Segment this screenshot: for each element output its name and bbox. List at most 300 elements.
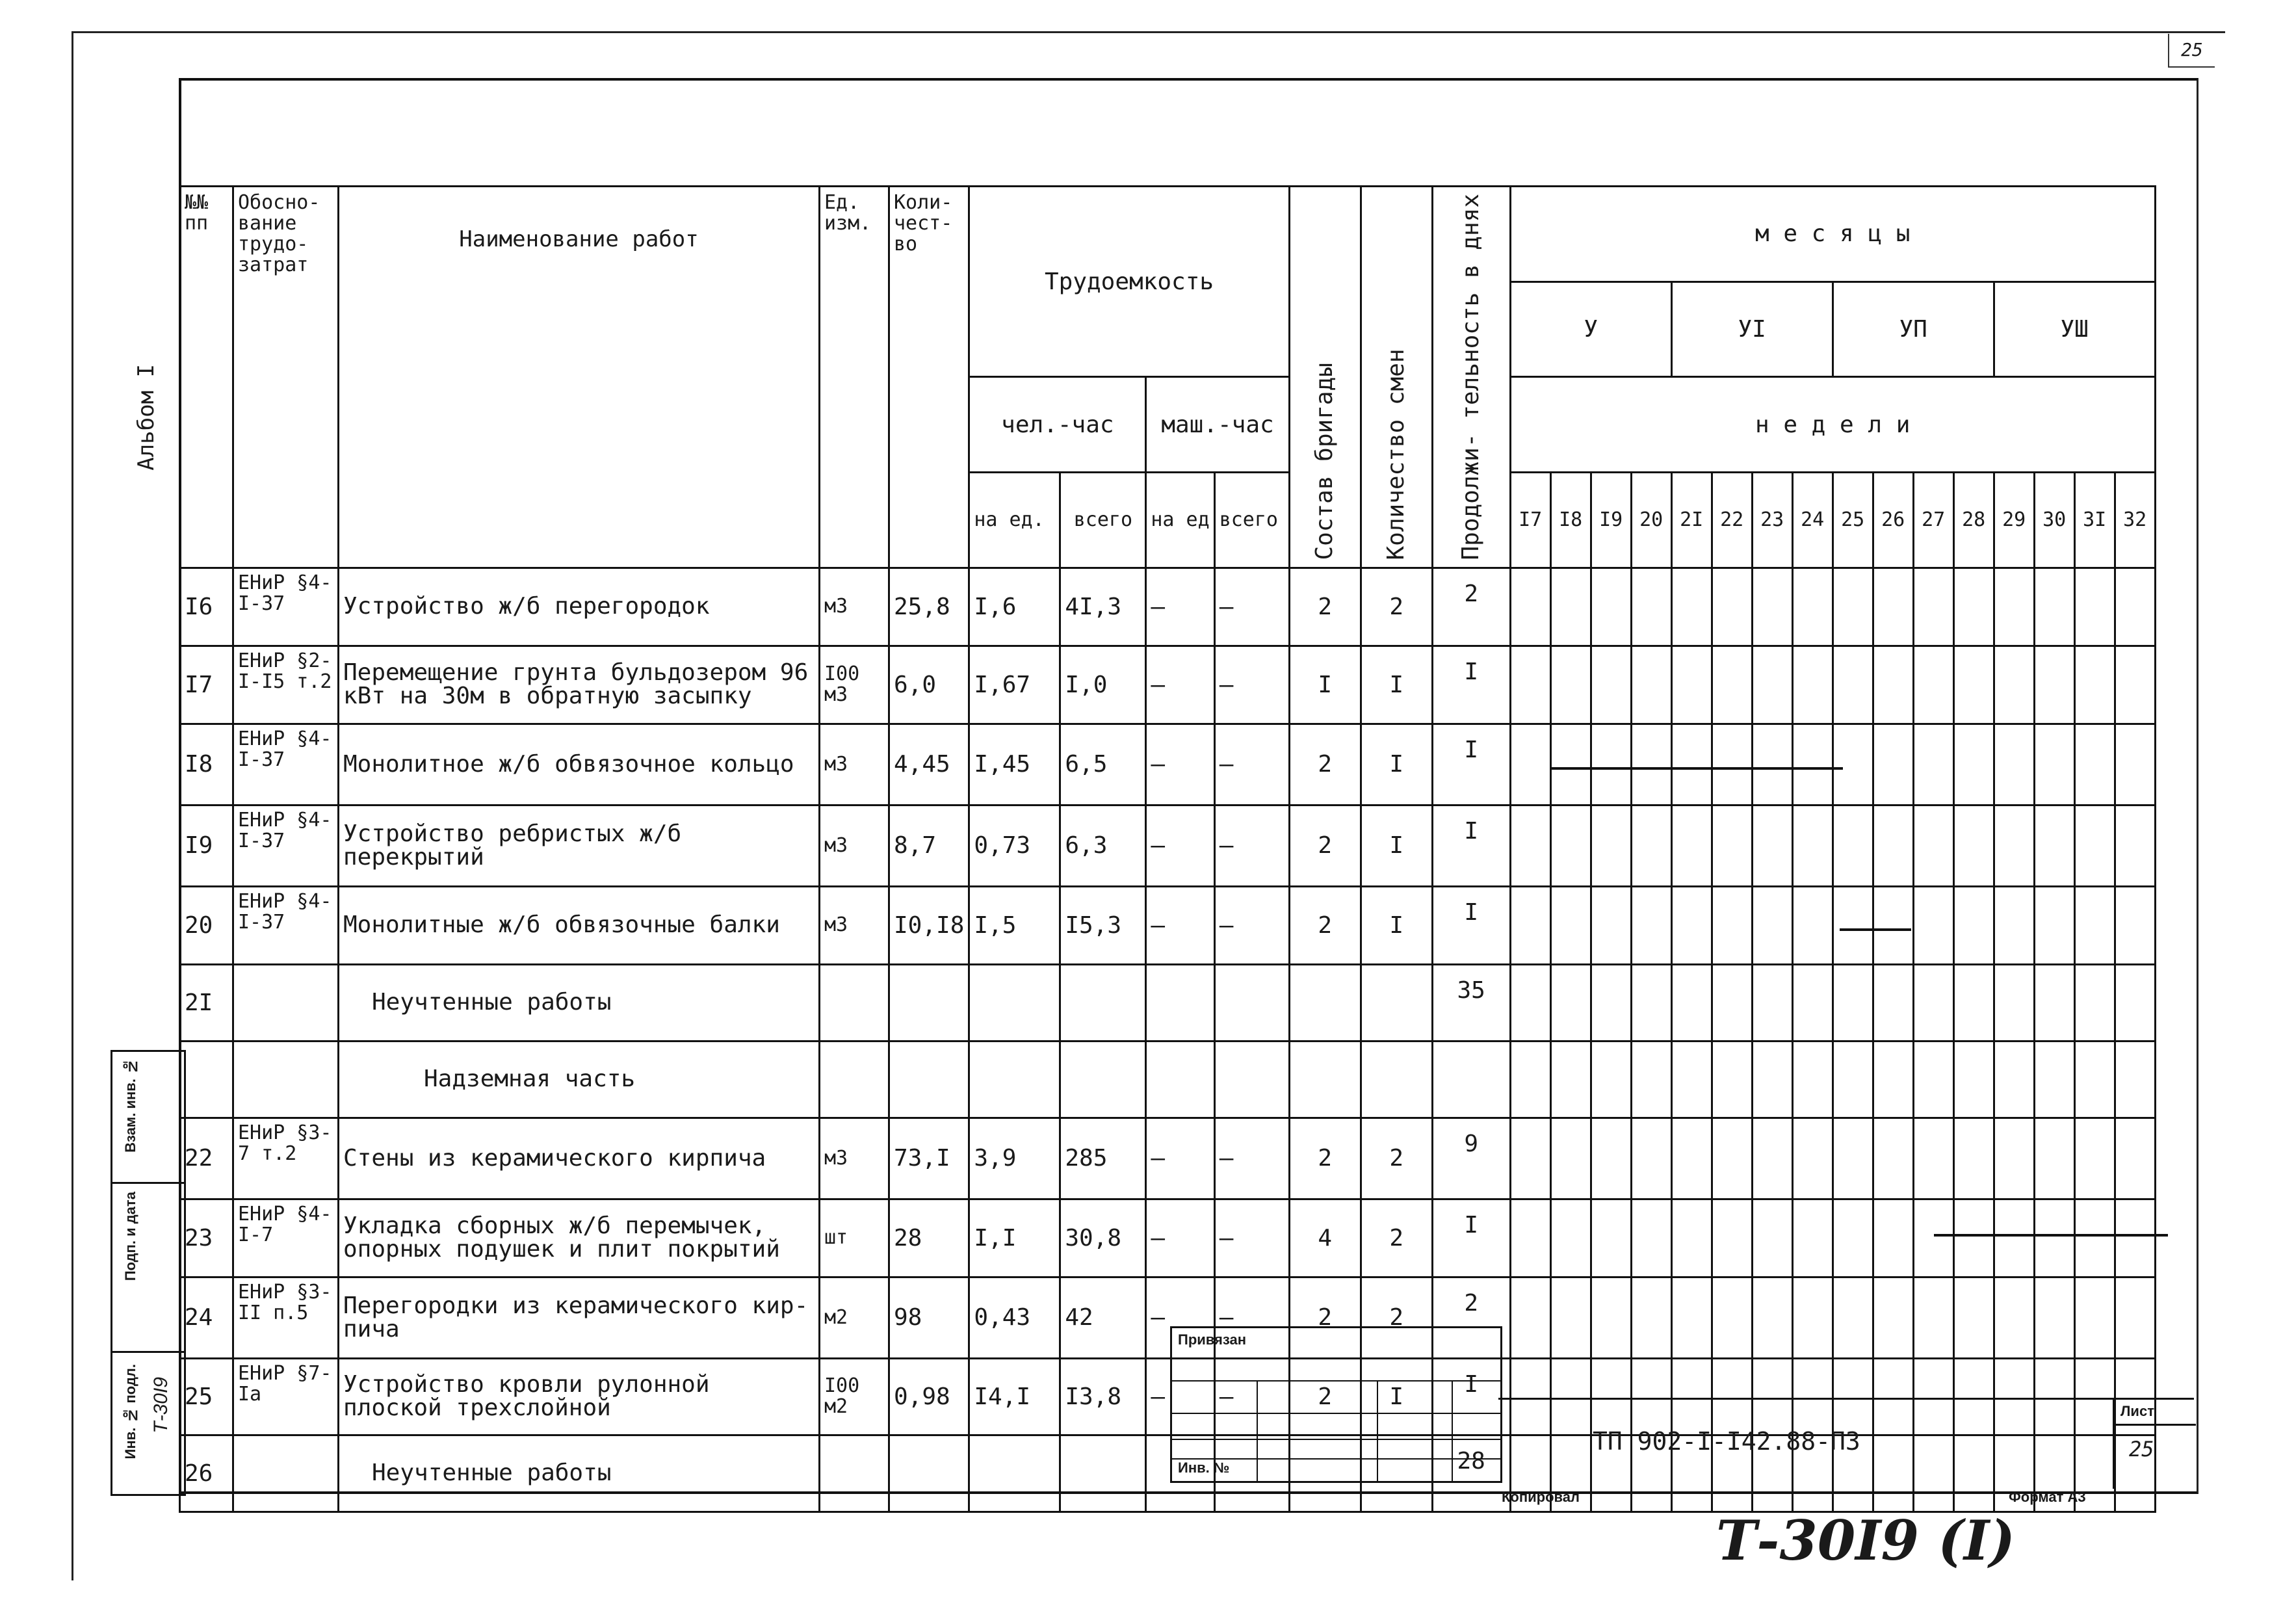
row-man-per-unit: I,67: [969, 646, 1060, 724]
gantt-cell: [1752, 805, 1792, 886]
gantt-cell: [1792, 805, 1833, 886]
side-sign-date: Подп. и дата: [122, 1192, 138, 1281]
row-basis: ЕНиР §4-I-37: [233, 886, 339, 964]
gantt-cell: [1953, 1118, 1994, 1199]
gantt-cell: [1712, 1277, 1752, 1358]
row-basis: ЕНиР §4-I-37: [233, 724, 339, 805]
gantt-cell: [1671, 964, 1712, 1041]
week-27: 27: [1913, 472, 1953, 568]
gantt-cell: [1873, 1277, 1913, 1358]
binding-title: Привязан: [1178, 1331, 1247, 1348]
row-duration: 28: [1432, 1435, 1510, 1512]
gantt-cell: [1752, 886, 1792, 964]
hdr-month-6: УI: [1671, 282, 1833, 377]
row-unit: м3: [820, 886, 889, 964]
row-shifts: [1361, 964, 1432, 1041]
row-num: 20: [180, 886, 233, 964]
gantt-cell: [1994, 886, 2034, 964]
week-26: 26: [1873, 472, 1913, 568]
row-name: Монолитное ж/б обвязочное кольцо: [339, 724, 820, 805]
table-row: [180, 1118, 2156, 1199]
gantt-cell: [1792, 1277, 1833, 1358]
gantt-cell: [2115, 1118, 2155, 1199]
row-qty: 25,8: [889, 568, 969, 646]
gantt-cell: [2074, 646, 2115, 724]
gantt-cell: [1833, 646, 1873, 724]
gantt-cell: [1550, 568, 1591, 646]
gantt-cell: [1953, 1277, 1994, 1358]
gantt-cell: [1913, 1199, 1953, 1277]
gantt-cell: [1510, 805, 1550, 886]
row-unit: шт: [820, 1199, 889, 1277]
row-man-per-unit: I4,I: [969, 1358, 1060, 1435]
row-name: Монолитные ж/б обвязочные балки: [339, 886, 820, 964]
hdr-unit: Ед. изм.: [820, 187, 889, 568]
week-24: 24: [1792, 472, 1833, 568]
row-mach-per-unit: –: [1146, 1199, 1214, 1277]
gantt-cell: [1873, 1199, 1913, 1277]
row-num: [180, 1041, 233, 1118]
gantt-cell: [1913, 646, 1953, 724]
schedule-table: [179, 185, 2156, 1513]
row-name: Неучтенные работы: [339, 1435, 820, 1512]
side-inv-orig: Инв. № подл.: [122, 1364, 138, 1460]
row-man-per-unit: [969, 1041, 1060, 1118]
gantt-cell: [1712, 886, 1752, 964]
gantt-cell: [1752, 964, 1792, 1041]
gantt-cell: [1833, 964, 1873, 1041]
gantt-cell: [1671, 1277, 1712, 1358]
gantt-cell: [1953, 1041, 1994, 1118]
side-stamp: [111, 1050, 186, 1496]
gantt-cell: [2034, 646, 2074, 724]
gantt-cell: [1591, 646, 1631, 724]
row-crew: 2: [1289, 1118, 1361, 1199]
row-basis: [233, 1435, 339, 1512]
row-man-total: 4I,3: [1060, 568, 1146, 646]
gantt-cell: [1873, 568, 1913, 646]
row-man-per-unit: 3,9: [969, 1118, 1060, 1199]
gantt-cell: [1994, 1118, 2034, 1199]
gantt-cell: [1510, 646, 1550, 724]
row-shifts: 2: [1361, 1199, 1432, 1277]
row-duration: I: [1432, 886, 1510, 964]
row-crew: 2: [1289, 1277, 1361, 1358]
row-name: Перемещение грунта бульдозером 96 кВт на 30м в обратную засыпку: [339, 646, 820, 724]
gantt-cell: [1792, 568, 1833, 646]
gantt-cell: [1712, 805, 1752, 886]
gantt-cell: [1510, 724, 1550, 805]
row-man-total: 42: [1060, 1277, 1146, 1358]
table-row: [180, 805, 2156, 886]
gantt-cell: [1631, 646, 1671, 724]
row-duration: 2: [1432, 1277, 1510, 1358]
row-unit: м2: [820, 1277, 889, 1358]
row-mach-total: –: [1214, 886, 1289, 964]
row-duration: I: [1432, 724, 1510, 805]
row-man-total: 6,5: [1060, 724, 1146, 805]
row-qty: 98: [889, 1277, 969, 1358]
row-mach-per-unit: [1146, 964, 1214, 1041]
gantt-cell: [1792, 1041, 1833, 1118]
hdr-months-title: м е с я ц ы: [1510, 187, 2155, 282]
gantt-cell: [1833, 886, 1873, 964]
week-23: 23: [1752, 472, 1792, 568]
gantt-cell: [2074, 568, 2115, 646]
gantt-cell: [2074, 724, 2115, 805]
gantt-cell: [1953, 805, 1994, 886]
gantt-cell: [1913, 1118, 1953, 1199]
gantt-cell: [1994, 568, 2034, 646]
row-num: 22: [180, 1118, 233, 1199]
week-31: 3I: [2074, 472, 2115, 568]
hdr-month-8: УШ: [1994, 282, 2155, 377]
gantt-cell: [1712, 1041, 1752, 1118]
row-num: 23: [180, 1199, 233, 1277]
row-man-per-unit: I,I: [969, 1199, 1060, 1277]
row-name: Перегородки из керамического кир- пича: [339, 1277, 820, 1358]
hdr-labor: Трудоемкость: [969, 187, 1289, 377]
sheet-value: 25: [2129, 1437, 2154, 1461]
row-crew: 2: [1289, 568, 1361, 646]
row-qty: 8,7: [889, 805, 969, 886]
row-basis: ЕНиР §7-Iа: [233, 1358, 339, 1435]
row-unit: I00 м2: [820, 1358, 889, 1435]
gantt-cell: [2034, 1118, 2074, 1199]
gantt-cell: [1833, 805, 1873, 886]
gantt-cell: [1510, 886, 1550, 964]
gantt-cell: [1631, 1041, 1671, 1118]
hdr-month-5: У: [1510, 282, 1671, 377]
gantt-cell: [2034, 724, 2074, 805]
gantt-cell: [1550, 1118, 1591, 1199]
row-mach-per-unit: –: [1146, 1277, 1214, 1358]
gantt-cell: [1591, 886, 1631, 964]
row-mach-total: –: [1214, 724, 1289, 805]
gantt-cell: [1631, 724, 1671, 805]
gantt-cell: [1591, 964, 1631, 1041]
row-basis: ЕНиР §4-I-37: [233, 568, 339, 646]
week-17: I7: [1510, 472, 1550, 568]
gantt-cell: [2074, 1199, 2115, 1277]
row-num: 25: [180, 1358, 233, 1435]
gantt-cell: [2115, 1041, 2155, 1118]
hdr-total: всего: [1060, 472, 1146, 568]
row-mach-total: –: [1214, 805, 1289, 886]
row-shifts: I: [1361, 646, 1432, 724]
gantt-cell: [1631, 964, 1671, 1041]
gantt-cell: [1752, 568, 1792, 646]
row-shifts: I: [1361, 886, 1432, 964]
gantt-cell: [2115, 1199, 2155, 1277]
gantt-cell: [2115, 724, 2155, 805]
gantt-cell: [1631, 805, 1671, 886]
row-mach-per-unit: –: [1146, 886, 1214, 964]
gantt-cell: [2034, 805, 2074, 886]
row-basis: ЕНиР §4-I-7: [233, 1199, 339, 1277]
handwritten-number: Т-30I9 (I): [1716, 1508, 2016, 1573]
gantt-cell: [1591, 805, 1631, 886]
gantt-cell: [1550, 964, 1591, 1041]
row-basis: ЕНиР §3-II п.5: [233, 1277, 339, 1358]
row-man-total: I,0: [1060, 646, 1146, 724]
row-duration: I: [1432, 1358, 1510, 1435]
row-name: Стены из керамического кирпича: [339, 1118, 820, 1199]
row-mach-total: –: [1214, 568, 1289, 646]
row-qty: 0,98: [889, 1358, 969, 1435]
gantt-cell: [1712, 646, 1752, 724]
gantt-bar-row-26: [1934, 1234, 2168, 1237]
gantt-cell: [2034, 1199, 2074, 1277]
gantt-cell: [1752, 1277, 1792, 1358]
gantt-cell: [1712, 568, 1752, 646]
week-29: 29: [1994, 472, 2034, 568]
table-row: [180, 1199, 2156, 1277]
gantt-cell: [1550, 646, 1591, 724]
gantt-cell: [1550, 724, 1591, 805]
table-row: [180, 1041, 2156, 1118]
row-shifts: 2: [1361, 568, 1432, 646]
week-32: 32: [2115, 472, 2155, 568]
gantt-cell: [1792, 646, 1833, 724]
row-man-per-unit: 0,43: [969, 1277, 1060, 1358]
gantt-cell: [1712, 1199, 1752, 1277]
album-label: Альбом I: [133, 364, 159, 471]
gantt-cell: [2115, 646, 2155, 724]
row-unit: м3: [820, 805, 889, 886]
gantt-cell: [1994, 964, 2034, 1041]
row-mach-per-unit: [1146, 1041, 1214, 1118]
table-row: [180, 886, 2156, 964]
gantt-cell: [1591, 724, 1631, 805]
row-name: Надземная часть: [339, 1041, 820, 1118]
gantt-cell: [1712, 1118, 1752, 1199]
gantt-cell: [1792, 1199, 1833, 1277]
week-30: 30: [2034, 472, 2074, 568]
gantt-cell: [2034, 964, 2074, 1041]
row-basis: [233, 964, 339, 1041]
row-mach-per-unit: –: [1146, 568, 1214, 646]
gantt-cell: [2074, 1118, 2115, 1199]
gantt-cell: [1671, 886, 1712, 964]
hdr-crew: Состав бригады: [1289, 187, 1361, 568]
gantt-cell: [1591, 1199, 1631, 1277]
gantt-cell: [1994, 1199, 2034, 1277]
gantt-cell: [1833, 1199, 1873, 1277]
gantt-cell: [1631, 1277, 1671, 1358]
gantt-cell: [1994, 805, 2034, 886]
row-basis: ЕНиР §4-I-37: [233, 805, 339, 886]
row-unit: [820, 1435, 889, 1512]
row-unit: [820, 964, 889, 1041]
row-man-total: [1060, 1041, 1146, 1118]
format-label: Формат А3: [2009, 1489, 2086, 1505]
row-mach-total: [1214, 964, 1289, 1041]
table-row: [180, 568, 2156, 646]
row-crew: 2: [1289, 805, 1361, 886]
side-repl-inv: Взам. инв. №: [122, 1058, 138, 1153]
table-row: [180, 1277, 2156, 1358]
row-duration: I: [1432, 805, 1510, 886]
hdr-per-unit: на ед.: [969, 472, 1060, 568]
row-mach-total: –: [1214, 1358, 1289, 1435]
copied-label: Копировал: [1502, 1489, 1580, 1505]
gantt-cell: [1953, 646, 1994, 724]
hdr-qty: Коли- чест- во: [889, 187, 969, 568]
row-duration: 35: [1432, 964, 1510, 1041]
gantt-cell: [1833, 724, 1873, 805]
gantt-cell: [1953, 964, 1994, 1041]
row-crew: 2: [1289, 724, 1361, 805]
hdr-total-mach: всего: [1214, 472, 1289, 568]
week-28: 28: [1953, 472, 1994, 568]
gantt-cell: [2115, 568, 2155, 646]
hdr-duration: Продолжи- тельность в днях: [1432, 187, 1510, 568]
gantt-cell: [1550, 1277, 1591, 1358]
row-name: Неучтенные работы: [339, 964, 820, 1041]
gantt-cell: [1591, 1118, 1631, 1199]
row-qty: [889, 1041, 969, 1118]
week-19: I9: [1591, 472, 1631, 568]
gantt-cell: [1873, 964, 1913, 1041]
hdr-per-unit-mach: на ед: [1146, 472, 1214, 568]
gantt-cell: [2074, 886, 2115, 964]
row-mach-per-unit: –: [1146, 1358, 1214, 1435]
gantt-cell: [1953, 1199, 1994, 1277]
week-25: 25: [1833, 472, 1873, 568]
gantt-cell: [1671, 805, 1712, 886]
row-man-total: I3,8: [1060, 1358, 1146, 1435]
row-crew: I: [1289, 646, 1361, 724]
gantt-cell: [2074, 1277, 2115, 1358]
gantt-cell: [1550, 1041, 1591, 1118]
gantt-cell: [1994, 646, 2034, 724]
row-num: 2I: [180, 964, 233, 1041]
gantt-cell: [1752, 1118, 1792, 1199]
gantt-cell: [1873, 805, 1913, 886]
row-man-per-unit: [969, 1435, 1060, 1512]
binding-inv: Инв. №: [1178, 1460, 1230, 1476]
row-basis: ЕНиР §2-I-I5 т.2: [233, 646, 339, 724]
gantt-cell: [1833, 1041, 1873, 1118]
gantt-cell: [2034, 886, 2074, 964]
row-mach-total: [1214, 1041, 1289, 1118]
gantt-cell: [1792, 964, 1833, 1041]
gantt-cell: [1953, 724, 1994, 805]
row-mach-per-unit: –: [1146, 1118, 1214, 1199]
row-name: Укладка сборных ж/б перемычек, опорных подушек и плит покрытий: [339, 1199, 820, 1277]
row-man-per-unit: 0,73: [969, 805, 1060, 886]
row-qty: I0,I8: [889, 886, 969, 964]
gantt-cell: [1671, 646, 1712, 724]
gantt-cell: [1752, 646, 1792, 724]
corner-sheet-number: 25: [2168, 34, 2215, 68]
week-18: I8: [1550, 472, 1591, 568]
gantt-cell: [1913, 886, 1953, 964]
row-unit: м3: [820, 568, 889, 646]
week-20: 20: [1631, 472, 1671, 568]
gantt-cell: [1671, 724, 1712, 805]
row-mach-per-unit: –: [1146, 646, 1214, 724]
gantt-cell: [2115, 964, 2155, 1041]
row-shifts: [1361, 1041, 1432, 1118]
row-man-per-unit: I,6: [969, 568, 1060, 646]
gantt-cell: [1510, 1118, 1550, 1199]
gantt-cell: [1873, 724, 1913, 805]
row-num: 24: [180, 1277, 233, 1358]
row-name: Устройство ж/б перегородок: [339, 568, 820, 646]
gantt-cell: [1913, 568, 1953, 646]
row-qty: [889, 1435, 969, 1512]
row-crew: 2: [1289, 886, 1361, 964]
row-unit: [820, 1041, 889, 1118]
document-code: ТП 902-I-I42.88-ПЗ: [1593, 1427, 1860, 1456]
row-mach-total: –: [1214, 1277, 1289, 1358]
gantt-cell: [1752, 1199, 1792, 1277]
gantt-cell: [1671, 568, 1712, 646]
gantt-cell: [1671, 1199, 1712, 1277]
row-duration: 2: [1432, 568, 1510, 646]
gantt-cell: [1631, 1199, 1671, 1277]
gantt-cell: [1873, 1118, 1913, 1199]
gantt-cell: [1953, 886, 1994, 964]
gantt-cell: [1510, 1199, 1550, 1277]
table-row: [180, 724, 2156, 805]
row-qty: 4,45: [889, 724, 969, 805]
gantt-cell: [2115, 805, 2155, 886]
gantt-cell: [1510, 1277, 1550, 1358]
table-row: [180, 964, 2156, 1041]
gantt-cell: [2034, 1041, 2074, 1118]
table-row: [180, 646, 2156, 724]
gantt-cell: [1712, 964, 1752, 1041]
row-duration: I: [1432, 646, 1510, 724]
gantt-cell: [1631, 568, 1671, 646]
hdr-month-7: УП: [1833, 282, 1994, 377]
gantt-cell: [1913, 1041, 1953, 1118]
row-man-per-unit: I,5: [969, 886, 1060, 964]
row-crew: 2: [1289, 1358, 1361, 1435]
gantt-cell: [1510, 964, 1550, 1041]
week-22: 22: [1712, 472, 1752, 568]
row-shifts: I: [1361, 805, 1432, 886]
gantt-cell: [1913, 1277, 1953, 1358]
row-basis: [233, 1041, 339, 1118]
row-name: Устройство кровли рулонной плоской трехслойной: [339, 1358, 820, 1435]
gantt-cell: [1792, 1118, 1833, 1199]
row-qty: 73,I: [889, 1118, 969, 1199]
gantt-cell: [1833, 568, 1873, 646]
gantt-cell: [1591, 1277, 1631, 1358]
row-unit: м3: [820, 1118, 889, 1199]
gantt-cell: [2115, 1277, 2155, 1358]
hdr-mach-hours: маш.-час: [1146, 377, 1289, 473]
row-qty: [889, 964, 969, 1041]
row-num: I9: [180, 805, 233, 886]
gantt-cell: [1752, 1041, 1792, 1118]
row-qty: 6,0: [889, 646, 969, 724]
hdr-num: №№ пп: [180, 187, 233, 568]
gantt-cell: [1913, 964, 1953, 1041]
row-unit: I00 м3: [820, 646, 889, 724]
row-num: I7: [180, 646, 233, 724]
gantt-cell: [1792, 886, 1833, 964]
row-num: 26: [180, 1435, 233, 1512]
gantt-bar-row-21: [1550, 767, 1843, 770]
row-mach-total: –: [1214, 1199, 1289, 1277]
row-man-total: 6,3: [1060, 805, 1146, 886]
gantt-cell: [1913, 805, 1953, 886]
